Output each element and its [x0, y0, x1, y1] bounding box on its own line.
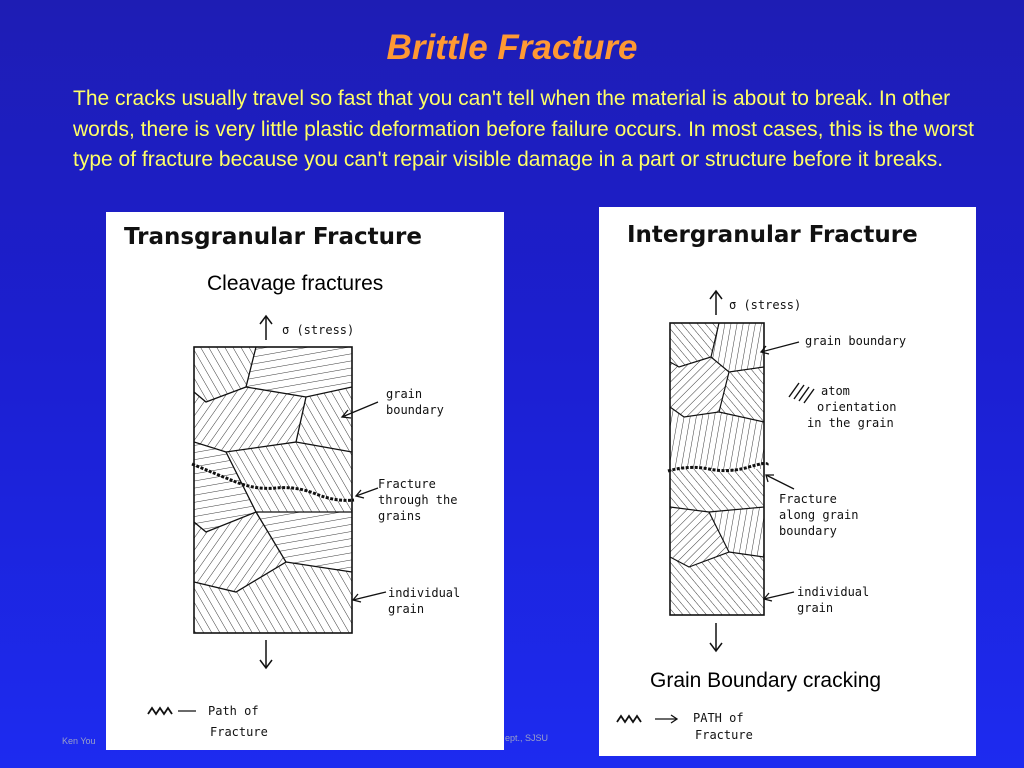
individual-grain-label-right-2: grain — [797, 601, 834, 615]
transgranular-heading: Transgranular Fracture — [124, 224, 422, 250]
slide-title: Brittle Fracture — [386, 28, 638, 67]
grain-boundary-label-2: boundary — [386, 403, 444, 417]
fracture-along-label-3: boundary — [779, 524, 837, 538]
intergranular-panel — [599, 207, 976, 756]
path-legend-symbol-right — [617, 715, 677, 723]
grain-boundary-caption: Grain Boundary cracking — [650, 669, 882, 692]
grain-specimen — [194, 347, 352, 633]
atom-orientation-label-3: in the grain — [807, 416, 894, 430]
intro-paragraph: The cracks usually travel so fast that you can't tell when the material is about to break. In other words, there is very little plastic deformation before failure occurs. In most cases, this is the worst type of fracture because you can't repair visible damage in a part or structure before it breaks. — [73, 87, 975, 171]
path-of-fracture-label-right-1: PATH of — [693, 711, 744, 725]
path-of-fracture-label-1: Path of — [208, 704, 259, 718]
individual-grain-label-1: individual — [388, 586, 461, 600]
path-legend-symbol — [148, 708, 196, 714]
fracture-through-label-3: grains — [378, 509, 422, 523]
stress-arrow-down — [260, 640, 272, 668]
intergranular-heading: Intergranular Fracture — [627, 222, 918, 248]
fracture-along-label-2: along grain — [779, 508, 859, 522]
stress-arrow-up-right — [710, 291, 722, 315]
fracture-through-label-1: Fracture — [378, 477, 436, 491]
path-of-fracture-label-right-2: Fracture — [695, 728, 753, 742]
footer-author: Ken You — [62, 736, 96, 746]
stress-label-right: σ (stress) — [729, 298, 802, 312]
grain-boundary-label-1: grain — [386, 387, 423, 401]
transgranular-panel — [106, 212, 504, 750]
stress-arrow-down-right — [710, 623, 722, 651]
path-of-fracture-label-2: Fracture — [210, 725, 268, 739]
grain-boundary-label-right: grain boundary — [805, 334, 907, 348]
individual-grain-label-2: grain — [388, 602, 425, 616]
atom-orientation-symbol — [789, 383, 814, 403]
stress-label: σ (stress) — [282, 323, 355, 337]
cleavage-caption: Cleavage fractures — [207, 272, 384, 295]
individual-grain-label-right-1: individual — [797, 585, 870, 599]
intergranular-diagram — [599, 207, 976, 756]
atom-orientation-label-2: orientation — [817, 400, 897, 414]
atom-orientation-label-1: atom — [821, 384, 850, 398]
fracture-through-label-2: through the — [378, 493, 458, 507]
fracture-along-label-1: Fracture — [779, 492, 837, 506]
stress-arrow-up — [260, 316, 272, 340]
transgranular-diagram — [106, 212, 504, 750]
footer-department: ept., SJSU — [505, 733, 549, 743]
